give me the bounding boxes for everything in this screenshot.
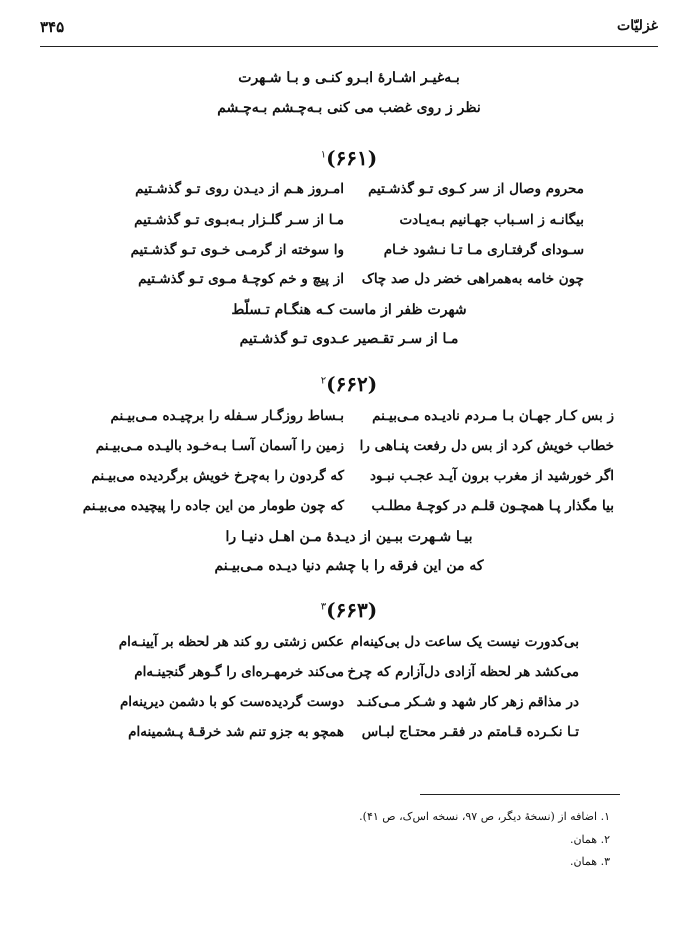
- footnote-3: ۳. همان.: [569, 855, 610, 868]
- hemistich-first: سـودای گرفتـاری مـا تـا نـشود خـام: [383, 242, 584, 258]
- hemistich-first: می‌کشد هر لحظه آزادی دل‌آزارم که چرخ: [347, 664, 579, 680]
- closing-hemistich-1: بیـا شـهرت ببـین از دیـدهٔ مـن اهـل دنیـا را: [225, 529, 473, 545]
- running-header: [40, 18, 658, 42]
- closing-hemistich-1: شهرت ظفر از ماست کـه هنگـام تـسلّط: [231, 302, 467, 318]
- poem-title-662: [0, 372, 698, 396]
- page-number: ۳۴۵: [40, 18, 65, 36]
- hemistich-first: بیگانـه ز اسـباب جهـانیم بـه‌یـادت: [399, 212, 584, 228]
- hemistich-first: خطاب خویش کرد از بس دل رفعت پنـاهی را: [359, 438, 614, 454]
- footnote-1: ۱. اضافه از (نسخهٔ دیگر، ص ۹۷، نسخه اس‌ک، ص ۴۱).: [359, 810, 610, 823]
- poem-title-661: [0, 146, 698, 170]
- hemistich-second: می‌کند خرمهـره‌ای را گـوهر گنجینـه‌ام: [134, 664, 344, 680]
- hemistich-second: امـروز هـم از دیـدن روی تـو گذشـتیم: [135, 181, 344, 197]
- hemistich-second: عکس زشتی رو کند هر لحظه بر آیینـه‌ام: [118, 634, 344, 650]
- closing-hemistich-2: مـا از سـر تقـصیر عـدوی تـو گذشـتیم: [239, 331, 459, 347]
- hemistich-first: ز بس کـار جهـان بـا مـردم نادیـده مـی‌بیـنم: [372, 408, 614, 424]
- hemistich-second: زمین را آسمان آسـا بـه‌خـود بالیـده مـی‌بیـنم: [95, 438, 344, 454]
- hemistich-second: دوست گردیده‌ست کو با دشمن دیرینه‌ام: [119, 694, 344, 710]
- hemistich-first: اگر خورشید از مغرب برون آیـد عجـب نبـود: [370, 468, 614, 484]
- hemistich-second: که گردون را به‌چرخ خویش برگردیده می‌بیـنم: [91, 468, 344, 484]
- footnote-marker: ۲: [320, 375, 327, 387]
- hemistich-second: که چون طومار من این جاده را پیچیده می‌بیـنم: [82, 498, 344, 514]
- poem-title: (۶۶۳): [326, 598, 378, 622]
- hemistich-second: مـا از سـر گلـزار بـه‌بـوی تـو گذشـتیم: [134, 212, 344, 228]
- hemistich-second: از پیچ و خم کوچـهٔ مـوی تـو گذشـتیم: [138, 271, 344, 287]
- poem-title-663: [0, 598, 698, 622]
- hemistich-first: در مذاقم زهر کار شهد و شـکر مـی‌کنـد: [356, 694, 579, 710]
- hemistich-second: وا سوخته از گرمـی خـوی تـو گذشـتیم: [130, 242, 344, 258]
- poem-title: (۶۶۱): [326, 146, 378, 170]
- header-rule: [40, 46, 658, 47]
- hemistich-first: بیا مگذار پـا همچـون قلـم در کوچـهٔ مطلـب: [371, 498, 614, 514]
- closing-hemistich-2: که من این فرقه را با چشم دنیا دیـده مـی‌بیـنم: [214, 558, 484, 574]
- footnote-2: ۲. همان.: [569, 833, 610, 846]
- hemistich-second: همچو به جزو تنم شد خرقـهٔ پـشمینه‌ام: [128, 724, 344, 740]
- hemistich-first: بی‌کدورت نیست یک ساعت دل بی‌کینه‌ام: [350, 634, 579, 650]
- poem-title: (۶۶۲): [326, 372, 378, 396]
- header-title: غزلیّات: [617, 18, 658, 34]
- footnote-marker: ۱: [320, 149, 327, 161]
- footnote-marker: ۳: [320, 601, 327, 613]
- hemistich-first: محروم وصال از سر کـوی تـو گذشـتیم: [368, 181, 584, 197]
- footnote-rule: [420, 794, 620, 795]
- hemistich-first: تـا نکـرده قـامتم در فقـر محتـاج لبـاس: [361, 724, 579, 740]
- opening-hemistich-2: نظر ز روی غضب می کنی بـه‌چـشم بـه‌چـشم: [217, 100, 481, 116]
- hemistich-first: چون خامه به‌همراهی خضر دل صد چاک: [361, 271, 584, 287]
- opening-hemistich-1: بـه‌غیـر اشـارهٔ ابـرو کنـی و بـا شـهرت: [238, 70, 460, 86]
- hemistich-second: بـساط روزگـار سـفله را برچیـده مـی‌بیـنم: [110, 408, 344, 424]
